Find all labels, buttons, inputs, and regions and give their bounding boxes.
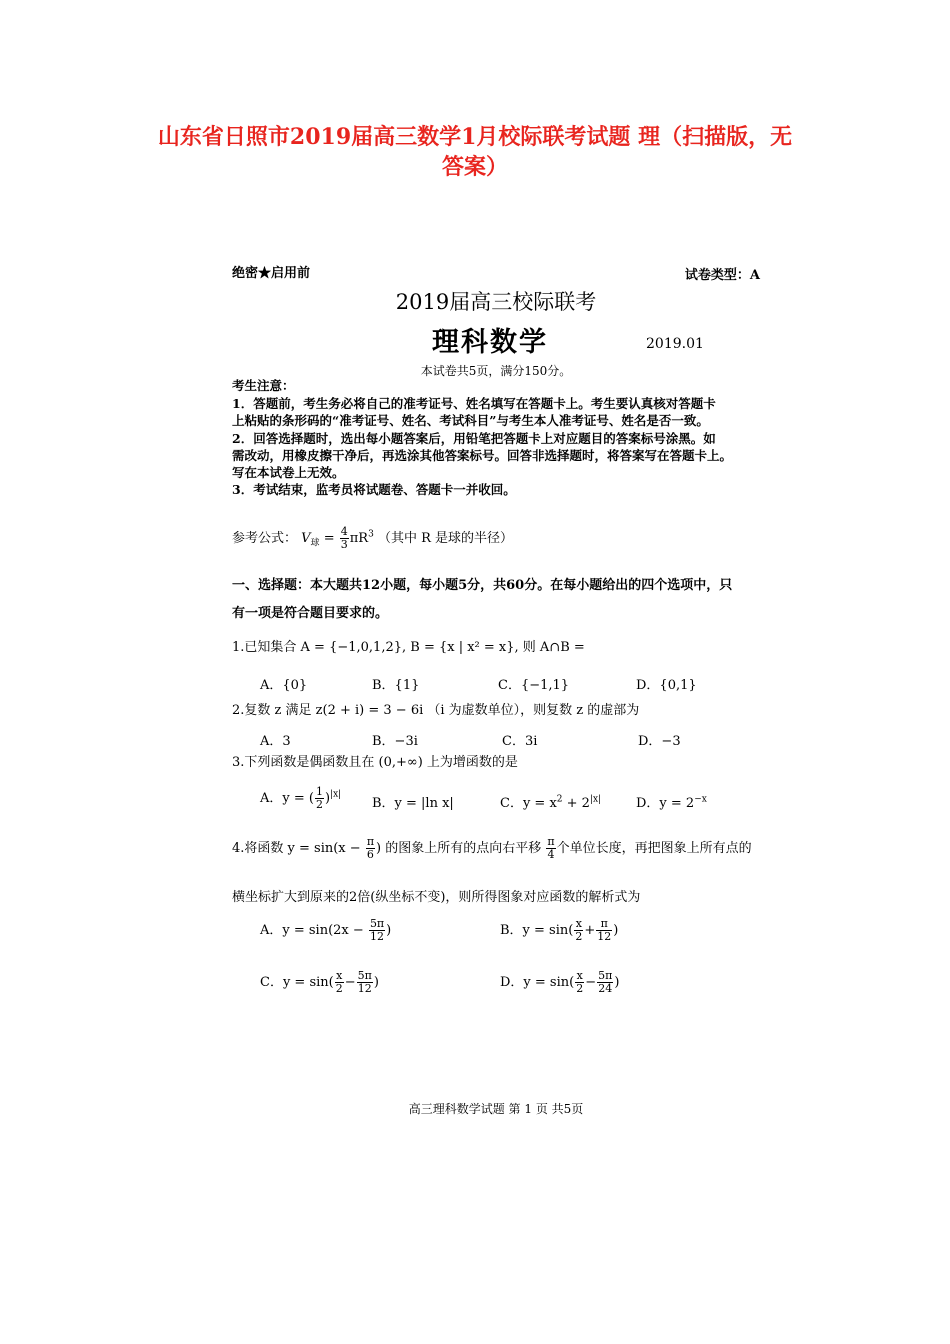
note-line-3: 2．回答选择题时，选出每小题答案后，用铅笔把答题卡上对应题目的答案标号涂黑。如 bbox=[232, 431, 716, 446]
q4-b-close: ) bbox=[613, 923, 619, 938]
q4-b-plus: + bbox=[584, 923, 596, 938]
q3-d-pre: D．y = 2 bbox=[636, 796, 695, 811]
q3-a-post: ) bbox=[324, 791, 331, 806]
q4-c-den1: 2 bbox=[335, 982, 343, 995]
question-3-option-c bbox=[500, 792, 601, 811]
q3-d-sup: −x bbox=[694, 794, 707, 805]
q4-a-num: 5π bbox=[369, 917, 385, 930]
q4-d-fraction-2 bbox=[597, 970, 613, 995]
note-line-4: 需改动，用橡皮擦干净后，再选涂其他答案标号。回答非选择题时，将答案写在答题卡上。 bbox=[232, 448, 733, 463]
q4-stem-num1: π bbox=[366, 835, 375, 848]
formula-eq: = bbox=[323, 531, 335, 546]
question-4-stem bbox=[232, 836, 752, 861]
question-2-option-b: B．−3i bbox=[372, 734, 418, 749]
note-line-5: 写在本试卷上无效。 bbox=[232, 465, 345, 480]
q4-a-fraction bbox=[369, 918, 385, 943]
formula-lhs-sub: 球 bbox=[310, 538, 320, 549]
q3-a-sup: |x| bbox=[330, 789, 342, 800]
formula-rhs: πR bbox=[349, 531, 369, 546]
note-line-1: 1．答题前，考生务必将自己的准考证号、姓名填写在答题卡上。考生要认真核对答题卡 bbox=[232, 396, 716, 411]
section-heading-line1: 一、选择题：本大题共12小题，每小题5分，共60分。在每小题给出的四个选项中，只 bbox=[232, 578, 733, 593]
q4-a-pre: A．y = sin(2x − bbox=[260, 923, 364, 938]
question-2-option-a: A．3 bbox=[260, 734, 291, 749]
q4-d-close: ) bbox=[614, 975, 620, 990]
question-1-option-a: A．{0} bbox=[260, 678, 308, 693]
formula-rhs-sup: 3 bbox=[368, 529, 374, 540]
question-2-option-c: C．3i bbox=[502, 734, 538, 749]
formula-num: 4 bbox=[340, 525, 348, 538]
formula-prefix: 参考公式： bbox=[232, 531, 298, 546]
q3-c-sup1: 2 bbox=[556, 794, 563, 805]
q4-c-num2: 5π bbox=[357, 969, 372, 982]
notice-title: 考生注意： bbox=[232, 378, 295, 393]
question-4-option-d bbox=[500, 970, 619, 995]
q3-a-den: 2 bbox=[315, 798, 323, 811]
q4-stem-post: 个单位长度，再把图象上所有点的 bbox=[556, 841, 752, 856]
reference-formula bbox=[232, 526, 513, 551]
question-3-option-d bbox=[636, 792, 707, 811]
question-4-option-a bbox=[260, 918, 391, 943]
q4-stem-den2: 4 bbox=[547, 848, 555, 861]
note-line-6: 3．考试结束，监考员将试题卷、答题卡一并收回。 bbox=[232, 482, 516, 497]
exam-title: 2019届高三校际联考 bbox=[395, 290, 597, 314]
q4-b-fraction-1 bbox=[574, 918, 583, 943]
exam-date: 2019.01 bbox=[646, 336, 704, 352]
q3-a-fraction bbox=[315, 786, 324, 811]
q4-d-num1: x bbox=[576, 969, 583, 982]
q4-c-num1: x bbox=[336, 969, 343, 982]
section-heading-line2: 有一项是符合题目要求的。 bbox=[232, 606, 389, 621]
q4-d-num2: 5π bbox=[598, 969, 613, 982]
document-title-line2: 答案） bbox=[441, 154, 508, 180]
question-1-option-b: B．{1} bbox=[372, 678, 420, 693]
question-1-option-c: C．{−1,1} bbox=[498, 678, 570, 693]
q4-c-fraction-1 bbox=[335, 970, 344, 995]
q4-d-pre: D．y = sin( bbox=[500, 975, 575, 990]
document-title-line1: 山东省日照市2019届高三数学1月校际联考试题 理（扫描版，无 bbox=[157, 124, 793, 150]
q4-b-num1: x bbox=[575, 917, 582, 930]
question-3-option-b: B．y = |ln x| bbox=[372, 796, 454, 811]
q4-c-close: ) bbox=[373, 975, 379, 990]
formula-den: 3 bbox=[340, 538, 348, 551]
q4-c-fraction-2 bbox=[357, 970, 373, 995]
question-1-option-d: D．{0,1} bbox=[636, 678, 697, 693]
q3-c-pre: C．y = x bbox=[500, 796, 557, 811]
q4-d-minus: − bbox=[585, 975, 597, 990]
q4-b-den2: 12 bbox=[597, 930, 612, 943]
paper-type-label: 试卷类型：A bbox=[684, 268, 760, 283]
scanned-exam-page bbox=[232, 262, 760, 1122]
formula-fraction bbox=[340, 526, 349, 551]
q4-stem-fraction-2 bbox=[546, 836, 555, 861]
q4-stem-pre: 4.将函数 y = sin(x − bbox=[232, 841, 361, 856]
note-line-2: 上粘贴的条形码的“准考证号、姓名、考试科目”与考生本人准考证号、姓名是否一致。 bbox=[232, 413, 709, 428]
q4-d-den2: 24 bbox=[598, 982, 613, 995]
question-4-option-b bbox=[500, 918, 618, 943]
q3-a-num: 1 bbox=[315, 785, 323, 798]
q4-stem-fraction-1 bbox=[366, 836, 375, 861]
q3-a-pre: A．y = ( bbox=[260, 791, 314, 806]
q3-c-mid: + 2 bbox=[562, 796, 590, 811]
question-2-option-d: D．−3 bbox=[638, 734, 681, 749]
q4-b-fraction-2 bbox=[596, 918, 612, 943]
page-footer: 高三理科数学试题 第 1 页 共5页 bbox=[408, 1102, 584, 1116]
q4-a-close: ) bbox=[386, 923, 392, 938]
q4-d-fraction-1 bbox=[575, 970, 584, 995]
q4-a-den: 12 bbox=[370, 930, 385, 943]
q4-b-pre: B．y = sin( bbox=[500, 923, 574, 938]
q3-c-sup2: |x| bbox=[589, 794, 602, 805]
question-4-option-c bbox=[260, 970, 379, 995]
formula-note: （其中 R 是球的半径） bbox=[377, 531, 514, 546]
q4-stem-den1: 6 bbox=[366, 848, 374, 861]
q4-c-den2: 12 bbox=[357, 982, 372, 995]
q4-d-den1: 2 bbox=[576, 982, 584, 995]
q4-stem-mid: ) 的图象上所有的点向右平移 bbox=[376, 841, 542, 856]
q4-b-den1: 2 bbox=[575, 930, 583, 943]
question-1-stem: 1.已知集合 A = {−1,0,1,2}, B = {x | x² = x}, 则 A∩B = bbox=[232, 640, 585, 655]
pages-info: 本试卷共5页，满分150分。 bbox=[420, 364, 572, 378]
q4-b-num2: π bbox=[596, 918, 612, 931]
subject-title: 理科数学 bbox=[432, 327, 548, 358]
question-3-option-a bbox=[260, 786, 341, 811]
q4-c-minus: − bbox=[344, 975, 356, 990]
question-4-stem-line2: 横坐标扩大到原来的2倍(纵坐标不变)，则所得图象对应函数的解析式为 bbox=[232, 890, 641, 905]
question-3-stem: 3.下列函数是偶函数且在 (0,+∞) 上为增函数的是 bbox=[232, 755, 518, 770]
q4-stem-num2: π bbox=[547, 835, 555, 848]
formula-lhs: V bbox=[301, 531, 311, 546]
question-2-stem: 2.复数 z 满足 z(2 + i) = 3 − 6i （i 为虚数单位），则复数 z 的虚部为 bbox=[232, 703, 640, 718]
secret-label: 绝密★启用前 bbox=[232, 266, 311, 281]
document-title bbox=[0, 122, 950, 182]
q4-c-pre: C．y = sin( bbox=[260, 975, 334, 990]
